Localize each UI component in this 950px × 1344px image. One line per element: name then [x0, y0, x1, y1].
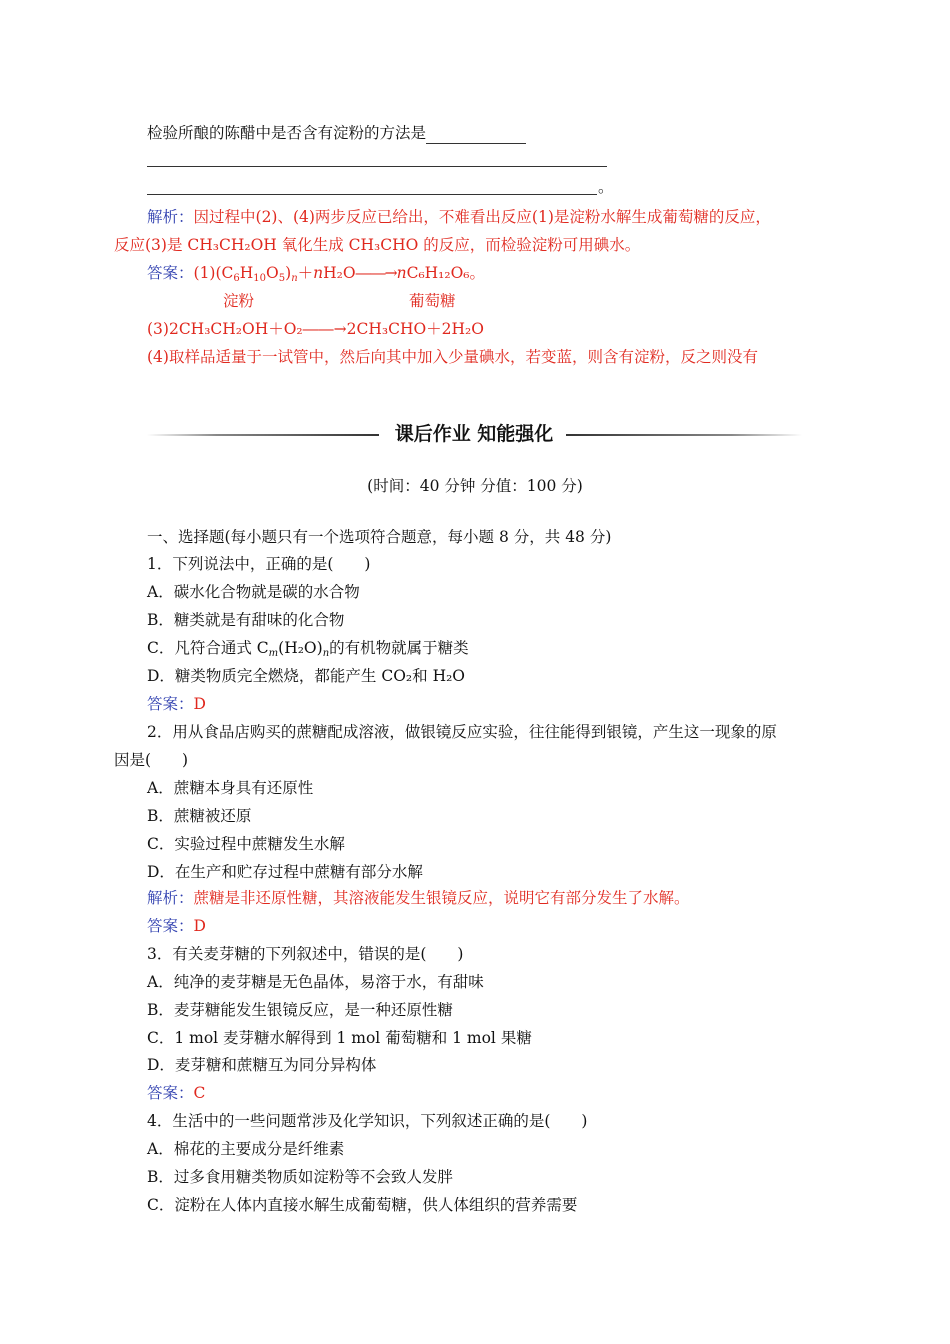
answer-blank-line — [147, 166, 607, 167]
equation-3: (3)2CH₃CH₂OH＋O₂――→2CH₃CHO＋2H₂O — [147, 320, 484, 338]
q1-option-b: B．糖类就是有甜味的化合物 — [147, 611, 345, 629]
analysis-label: 解析： — [147, 208, 194, 226]
q2-analysis: 解析：蔗糖是非还原性糖，其溶液能发生银镜反应，说明它有部分发生了水解。 — [147, 889, 690, 907]
answer-line — [147, 262, 485, 290]
answer-blank — [426, 127, 526, 144]
q2-option-a: A．蔗糖本身具有还原性 — [147, 779, 314, 797]
q3-option-d: D．麦芽糖和蔗糖互为同分异构体 — [147, 1056, 377, 1074]
q4-option-c: C．淀粉在人体内直接水解生成葡萄糖，供人体组织的营养需要 — [147, 1196, 578, 1214]
heading-rule-right — [566, 434, 802, 436]
equation-1: $(1)(C_6H_{10}O_5)_n+nH_2O――\to nC_6H_{12}O_6$。 — [193, 264, 486, 284]
section-title: 课后作业 知能强化 — [394, 423, 554, 445]
analysis-text: 反应(3)是 CH₃CH₂OH 氧化生成 CH₃CHO 的反应，而检验淀粉可用碘水。 — [114, 236, 641, 254]
question-text: 检验所酿的陈醋中是否含有淀粉的方法是 — [147, 124, 427, 142]
q3-option-c: C．1 mol 麦芽糖水解得到 1 mol 葡萄糖和 1 mol 果糖 — [147, 1029, 532, 1047]
q1-option-c: C．凡符合通式 $C_m(H_2O)_n$的有机物就属于糖类 — [147, 639, 469, 659]
q4-option-a: A．棉花的主要成分是纤维素 — [147, 1140, 345, 1158]
q2-option-c: C．实验过程中蔗糖发生水解 — [147, 835, 345, 853]
q2-option-b: B．蔗糖被还原 — [147, 807, 252, 825]
answer-label: 答案： — [147, 264, 194, 282]
question-4-stem: 4．生活中的一些问题常涉及化学知识，下列叙述正确的是( ) — [147, 1112, 588, 1130]
question-3-stem: 3．有关麦芽糖的下列叙述中，错误的是( ) — [147, 945, 464, 963]
answer-item-4: (4)取样品适量于一试管中，然后向其中加入少量碘水，若变蓝，则含有淀粉，反之则没有 — [147, 348, 758, 366]
analysis-text: 因过程中(2)、(4)两步反应已给出，不难看出反应(1)是淀粉水解生成葡萄糖的反应， — [193, 208, 771, 226]
answer-blank-line — [147, 194, 597, 195]
question-2-stem-cont: 因是( ) — [114, 751, 189, 769]
q2-option-d: D．在生产和贮存过程中蔗糖有部分水解 — [147, 863, 423, 881]
part-heading: 一、选择题(每小题只有一个选项符合题意，每小题 8 分，共 48 分) — [147, 528, 612, 546]
q3-answer: 答案：C — [147, 1084, 206, 1102]
q4-option-b: B．过多食用糖类物质如淀粉等不会致人发胖 — [147, 1168, 453, 1186]
q3-option-b: B．麦芽糖能发生银镜反应，是一种还原性糖 — [147, 1001, 453, 1019]
q3-option-a: A．纯净的麦芽糖是无色晶体，易溶于水，有甜味 — [147, 973, 484, 991]
question-line — [147, 122, 526, 144]
heading-rule-left — [147, 434, 379, 436]
time-score-info: (时间：40 分钟 分值：100 分) — [367, 477, 583, 495]
question-1-stem: 1．下列说法中，正确的是( ) — [147, 555, 371, 573]
section-heading — [147, 420, 802, 448]
end-mark: 。 — [598, 178, 614, 196]
analysis-line — [147, 206, 771, 228]
label-glucose: 葡萄糖 — [409, 292, 456, 310]
q1-option-a: A．碳水化合物就是碳的水合物 — [147, 583, 360, 601]
question-2-stem: 2．用从食品店购买的蔗糖配成溶液，做银镜反应实验，往往能得到银镜，产生这一现象的原 — [147, 723, 777, 741]
label-starch: 淀粉 — [223, 292, 255, 310]
q2-answer: 答案：D — [147, 917, 206, 935]
q1-answer: 答案：D — [147, 695, 206, 713]
q1-option-d: D．糖类物质完全燃烧，都能产生 CO₂和 H₂O — [147, 667, 466, 685]
